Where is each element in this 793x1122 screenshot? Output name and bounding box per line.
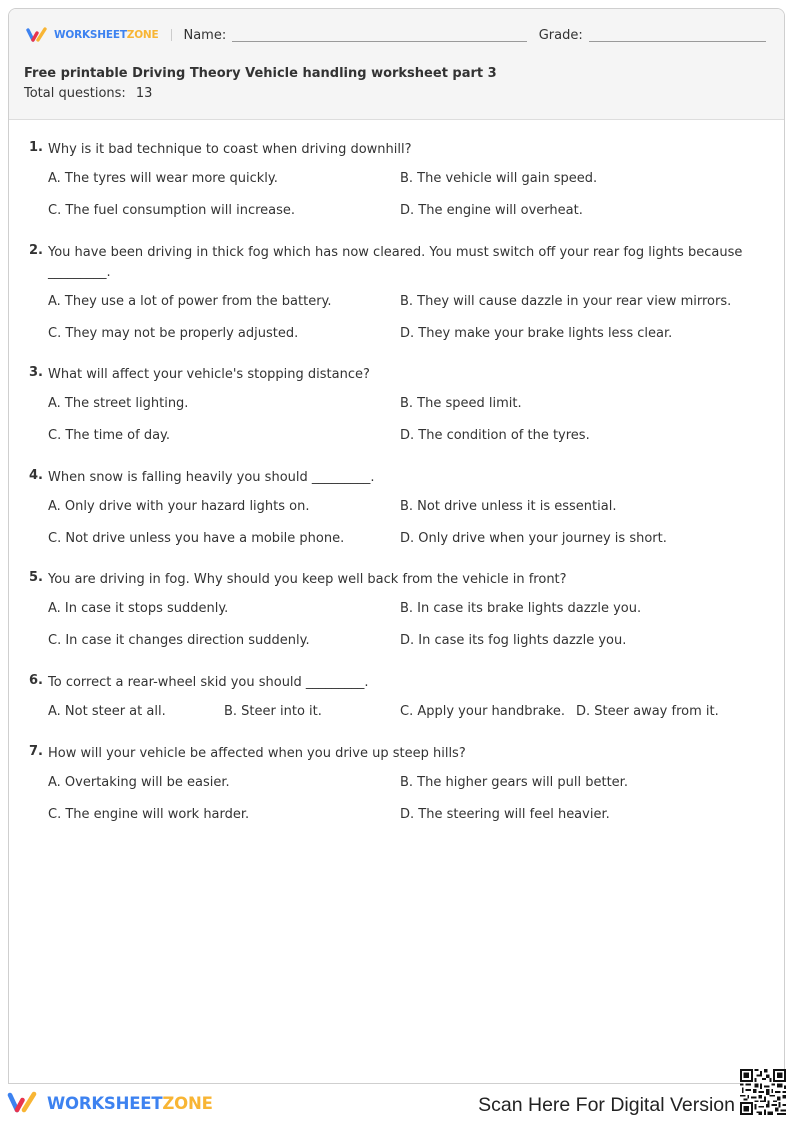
- answer-option-d[interactable]: D. The steering will feel heavier.: [400, 806, 610, 822]
- option-row: [48, 774, 784, 806]
- question-number: 3.: [29, 365, 43, 380]
- option-row: [48, 293, 784, 325]
- answer-option-b[interactable]: B. They will cause dazzle in your rear view mirrors.: [400, 294, 732, 309]
- header-divider: [171, 29, 172, 41]
- question-text: You are driving in fog. Why should you keep well back from the vehicle in front?: [48, 572, 567, 587]
- worksheet-header: [9, 9, 784, 120]
- option-row: [48, 530, 784, 562]
- total-questions: [24, 86, 152, 101]
- answer-option-b[interactable]: B. Steer into it.: [224, 704, 322, 719]
- total-questions-value: 13: [135, 86, 153, 101]
- option-row: [48, 170, 784, 202]
- logo-mark-icon: [26, 27, 50, 43]
- answer-option-a[interactable]: A. The tyres will wear more quickly.: [48, 171, 278, 186]
- footer-brand-name: [47, 1094, 213, 1113]
- page-footer: [0, 1085, 793, 1122]
- answer-option-c[interactable]: C. They may not be properly adjusted.: [48, 325, 299, 341]
- question-number: 2.: [29, 243, 43, 258]
- grade-label: Grade:: [538, 27, 583, 43]
- logo-mark-icon: [7, 1091, 41, 1115]
- answer-options: [48, 703, 784, 735]
- scan-prompt: Scan Here For Digital Version: [478, 1094, 735, 1116]
- brand-name-part1: WORKSHEET: [54, 29, 127, 41]
- answer-option-b[interactable]: B. Not drive unless it is essential.: [400, 499, 617, 514]
- question-text: To correct a rear-wheel skid you should _________.: [48, 675, 369, 690]
- answer-options: [48, 170, 784, 233]
- question-number: 4.: [29, 468, 43, 483]
- answer-option-c[interactable]: C. Not drive unless you have a mobile phone.: [48, 530, 345, 546]
- answer-option-c[interactable]: C. The fuel consumption will increase.: [48, 202, 296, 218]
- answer-option-c[interactable]: C. The engine will work harder.: [48, 806, 250, 822]
- brand-name-part2: ZONE: [126, 29, 159, 41]
- option-row: [48, 427, 784, 459]
- answer-options: [48, 600, 784, 663]
- question-number: 1.: [29, 140, 43, 155]
- answer-option-a[interactable]: A. They use a lot of power from the battery.: [48, 294, 332, 309]
- footer-brand-logo[interactable]: [7, 1091, 213, 1115]
- question-item: [9, 673, 784, 735]
- name-field[interactable]: [232, 28, 526, 42]
- brand-name: [54, 29, 159, 41]
- qr-code-icon[interactable]: [740, 1069, 786, 1115]
- answer-options: [48, 395, 784, 458]
- question-item: [9, 365, 784, 458]
- answer-options: [48, 498, 784, 561]
- question-number: 5.: [29, 570, 43, 585]
- answer-options: [48, 774, 784, 837]
- answer-option-b[interactable]: B. In case its brake lights dazzle you.: [400, 601, 642, 616]
- answer-option-d[interactable]: D. In case its fog lights dazzle you.: [400, 632, 627, 648]
- answer-option-d[interactable]: D. The condition of the tyres.: [400, 427, 590, 443]
- question-text: When snow is falling heavily you should _________.: [48, 470, 375, 485]
- answer-option-d[interactable]: D. Only drive when your journey is short.: [400, 530, 667, 546]
- brand-name-part1: WORKSHEET: [47, 1093, 163, 1113]
- answer-option-d[interactable]: D. They make your brake lights less clear.: [400, 325, 673, 341]
- answer-option-d[interactable]: D. The engine will overheat.: [400, 202, 583, 218]
- answer-option-a[interactable]: A. Only drive with your hazard lights on.: [48, 499, 310, 514]
- option-row: [48, 600, 784, 632]
- answer-option-a[interactable]: A. Not steer at all.: [48, 704, 166, 719]
- name-label: Name:: [183, 27, 227, 43]
- answer-option-c[interactable]: C. The time of day.: [48, 427, 171, 443]
- answer-option-b[interactable]: B. The vehicle will gain speed.: [400, 171, 598, 186]
- question-text: Why is it bad technique to coast when driving downhill?: [48, 142, 412, 157]
- answer-options: [48, 293, 784, 356]
- brand-logo[interactable]: [26, 27, 159, 43]
- question-number: 7.: [29, 744, 43, 759]
- total-questions-label: Total questions:: [24, 86, 126, 101]
- answer-option-b[interactable]: B. The higher gears will pull better.: [400, 775, 628, 790]
- answer-option-c[interactable]: C. In case it changes direction suddenly.: [48, 632, 310, 648]
- option-row: [48, 806, 784, 838]
- question-item: [9, 468, 784, 561]
- worksheet-page: [8, 8, 785, 1084]
- option-row: [48, 395, 784, 427]
- question-number: 6.: [29, 673, 43, 688]
- grade-field[interactable]: [589, 28, 766, 42]
- question-item: [9, 570, 784, 663]
- option-row: [48, 202, 784, 234]
- worksheet-title: Free printable Driving Theory Vehicle handling worksheet part 3: [24, 66, 497, 81]
- option-row: [48, 703, 784, 735]
- answer-option-b[interactable]: B. The speed limit.: [400, 396, 522, 411]
- option-row: [48, 325, 784, 357]
- question-item: [9, 140, 784, 233]
- question-text: What will affect your vehicle's stopping distance?: [48, 367, 370, 382]
- answer-option-d[interactable]: D. Steer away from it.: [576, 704, 719, 719]
- answer-option-a[interactable]: A. Overtaking will be easier.: [48, 775, 230, 790]
- header-top-row: [26, 25, 766, 45]
- option-row: [48, 632, 784, 664]
- question-item: [9, 243, 784, 356]
- answer-option-c[interactable]: C. Apply your handbrake.: [400, 704, 565, 719]
- answer-option-a[interactable]: A. The street lighting.: [48, 396, 189, 411]
- question-text: How will your vehicle be affected when you drive up steep hills?: [48, 746, 466, 761]
- question-text: You have been driving in thick fog which has now cleared. You must switch off your rear fog lights because _________.: [48, 245, 743, 280]
- question-item: [9, 744, 784, 837]
- option-row: [48, 498, 784, 530]
- brand-name-part2: ZONE: [162, 1093, 213, 1113]
- answer-option-a[interactable]: A. In case it stops suddenly.: [48, 601, 229, 616]
